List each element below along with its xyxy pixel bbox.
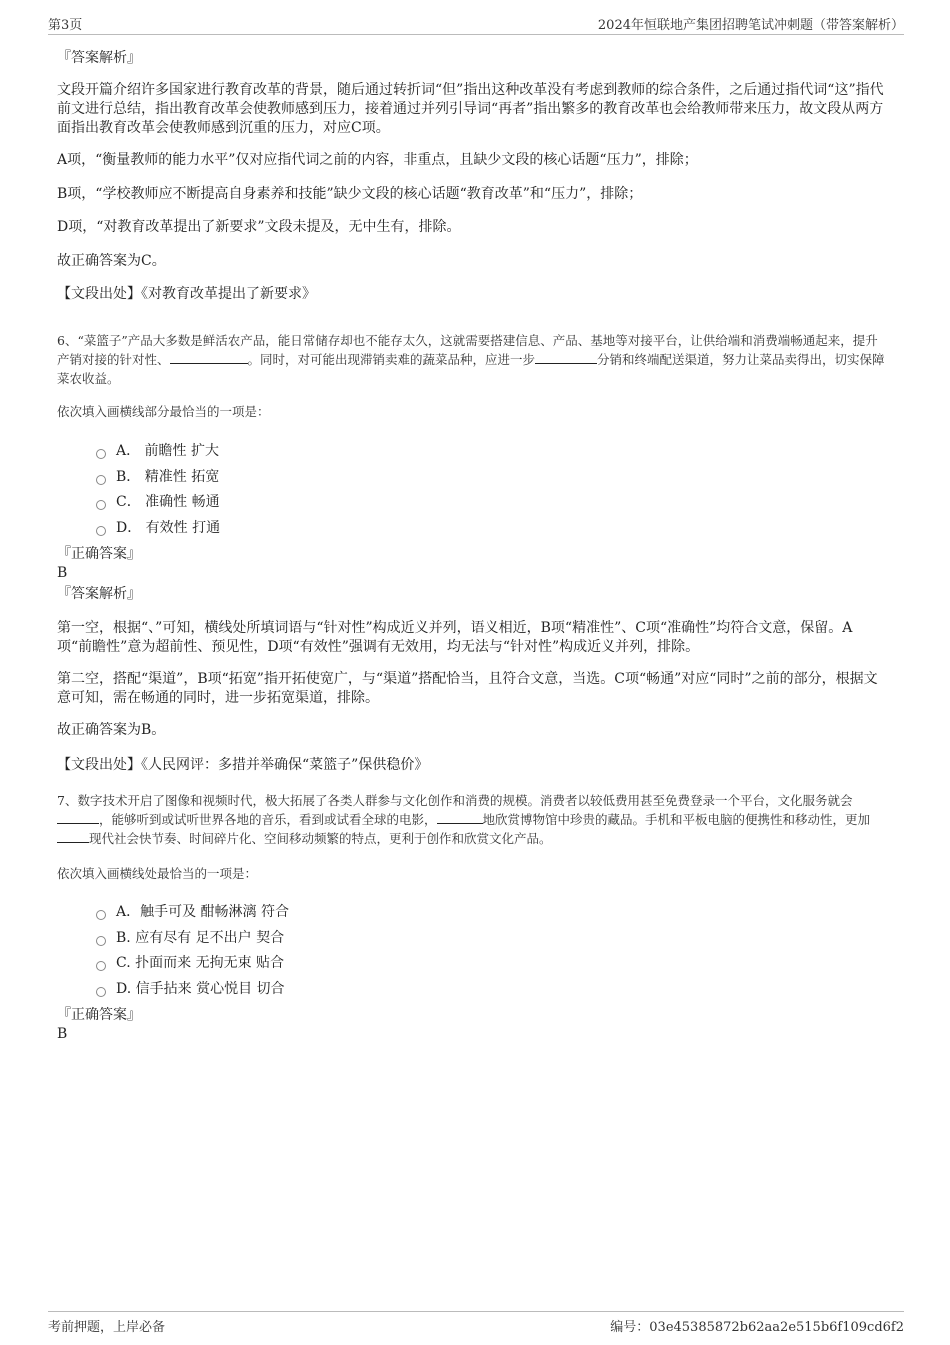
q7-option-c[interactable]: C. 扑面而来 无拘无束 贴合 (96, 952, 284, 972)
radio-icon[interactable] (96, 936, 106, 946)
q6-conclusion: 故正确答案为B。 (57, 722, 166, 738)
q6-answer: B (57, 565, 68, 581)
q7-prompt: 依次填入画横线处最恰当的一项是： (57, 866, 258, 881)
q5-analysis-paragraph: 文段开篇介绍许多国家进行教育改革的背景，随后通过转折词“但”指出这种改革没有考虑到教师的综合条件，之后通过指代词“这”指代前文进行总结，指出教育改革会使教师感到压力，接着通过并列引导词“再者”指出繁多的教育改革也会给教师带来压力，故文段从两方面指出教育改革会使教师感到沉重的压力，对应C项。 (57, 82, 884, 136)
q7-option-a[interactable]: A．触手可及 酣畅淋漓 符合 (96, 901, 289, 921)
q6-option-c[interactable]: C． 准确性 畅通 (96, 491, 220, 511)
q6-answer-label: 『正确答案』 (57, 546, 141, 562)
q7-stem-part1: 7、数字技术开启了图像和视频时代，极大拓展了各类人群参与文化创作和消费的规模。消费者以较低费用甚至免费登录一个平台，文化服务就会 (57, 793, 853, 808)
q5-source: 【文段出处】《对教育改革提出了新要求》 (57, 286, 316, 302)
document-code: 编号：03e45385872b62aa2e515b6f109cd6f2 (610, 1320, 904, 1335)
footer-slogan: 考前押题，上岸必备 (48, 1320, 166, 1335)
q6-option-b[interactable]: B． 精准性 拓宽 (96, 466, 219, 486)
radio-icon[interactable] (96, 526, 106, 536)
q6-prompt: 依次填入画横线部分最恰当的一项是： (57, 404, 270, 419)
document-title: 2024年恒联地产集团招聘笔试冲刺题（带答案解析） (597, 18, 904, 33)
q7-stem-part4: 现代社会快节奏、时间碎片化、空间移动频繁的特点，更利于创作和欣赏文化产品。 (89, 831, 552, 846)
q5-analysis-label: 『答案解析』 (57, 50, 141, 66)
q7-answer-label: 『正确答案』 (57, 1007, 141, 1023)
q7-option-b[interactable]: B. 应有尽有 足不出户 契合 (96, 927, 284, 947)
q6-analysis-blank2: 第二空，搭配“渠道”，B项“拓宽”指开拓使宽广，与“渠道”搭配恰当，且符合文意，当选。C项“畅通”对应“同时”之前的部分，根据文意可知，需在畅通的同时，进一步拓宽渠道，排除。 (57, 671, 878, 706)
q5-option-a-analysis: A项，“衡量教师的能力水平”仅对应指代词之前的内容，非重点，且缺少文段的核心话题“压力”，排除； (57, 152, 698, 168)
q6-stem-part3: 分销和终端配送渠道，努力让菜品卖得出，切实保障菜农收益。 (57, 352, 885, 386)
radio-icon[interactable] (96, 910, 106, 920)
q6-stem (57, 331, 887, 388)
q5-conclusion: 故正确答案为C。 (57, 253, 166, 269)
radio-icon[interactable] (96, 449, 106, 459)
q7-answer: B (57, 1026, 68, 1042)
q7-blank-1 (57, 811, 99, 824)
q7-blank-2 (437, 811, 483, 824)
q6-blank-2 (535, 351, 597, 364)
q6-option-a[interactable]: A． 前瞻性 扩大 (96, 440, 219, 460)
radio-icon[interactable] (96, 961, 106, 971)
q6-option-d[interactable]: D． 有效性 打通 (96, 517, 220, 537)
q6-analysis-label: 『答案解析』 (57, 586, 141, 602)
page-header (48, 14, 904, 35)
q7-option-d[interactable]: D. 信手拈来 赏心悦目 切合 (96, 978, 285, 998)
q6-source: 【文段出处】《人民网评：多措并举确保“菜篮子”保供稳价》 (57, 757, 429, 773)
q7-blank-3 (57, 830, 89, 843)
q7-stem-part3: 地欣赏博物馆中珍贵的藏品。手机和平板电脑的便携性和移动性，更加 (482, 812, 871, 827)
q7-stem (57, 791, 887, 848)
q6-stem-part1: 6、“菜篮子”产品大多数是鲜活农产品，能日常储存却也不能存太久，这就需要搭建信息、产品、基地等对接平台，让供给端和消费端畅通起来，提升产销对接的针对性、 (57, 333, 878, 367)
page-number: 第3页 (48, 18, 83, 33)
radio-icon[interactable] (96, 987, 106, 997)
q6-blank-1 (170, 351, 248, 364)
q5-option-d-analysis: D项，“对教育改革提出了新要求”文段未提及，无中生有，排除。 (57, 219, 461, 235)
radio-icon[interactable] (96, 500, 106, 510)
q7-stem-part2: ，能够听到或试听世界各地的音乐，看到或试看全球的电影， (99, 812, 437, 827)
q5-option-b-analysis: B项，“学校教师应不断提高自身素养和技能”缺少文段的核心话题“教育改革”和“压力”，排除； (57, 186, 643, 202)
page-footer (48, 1311, 904, 1337)
q6-stem-part2: 。同时，对可能出现滞销卖难的蔬菜品种，应进一步 (247, 352, 536, 367)
radio-icon[interactable] (96, 475, 106, 485)
q6-analysis-blank1: 第一空，根据“、”可知，横线处所填词语与“针对性”构成近义并列，语义相近，B项“精准性”、C项“准确性”均符合文意，保留。A项“前瞻性”意为超前性、预见性，D项“有效性”强调有无效用，均无法与“针对性”构成近义并列，排除。 (57, 620, 853, 655)
